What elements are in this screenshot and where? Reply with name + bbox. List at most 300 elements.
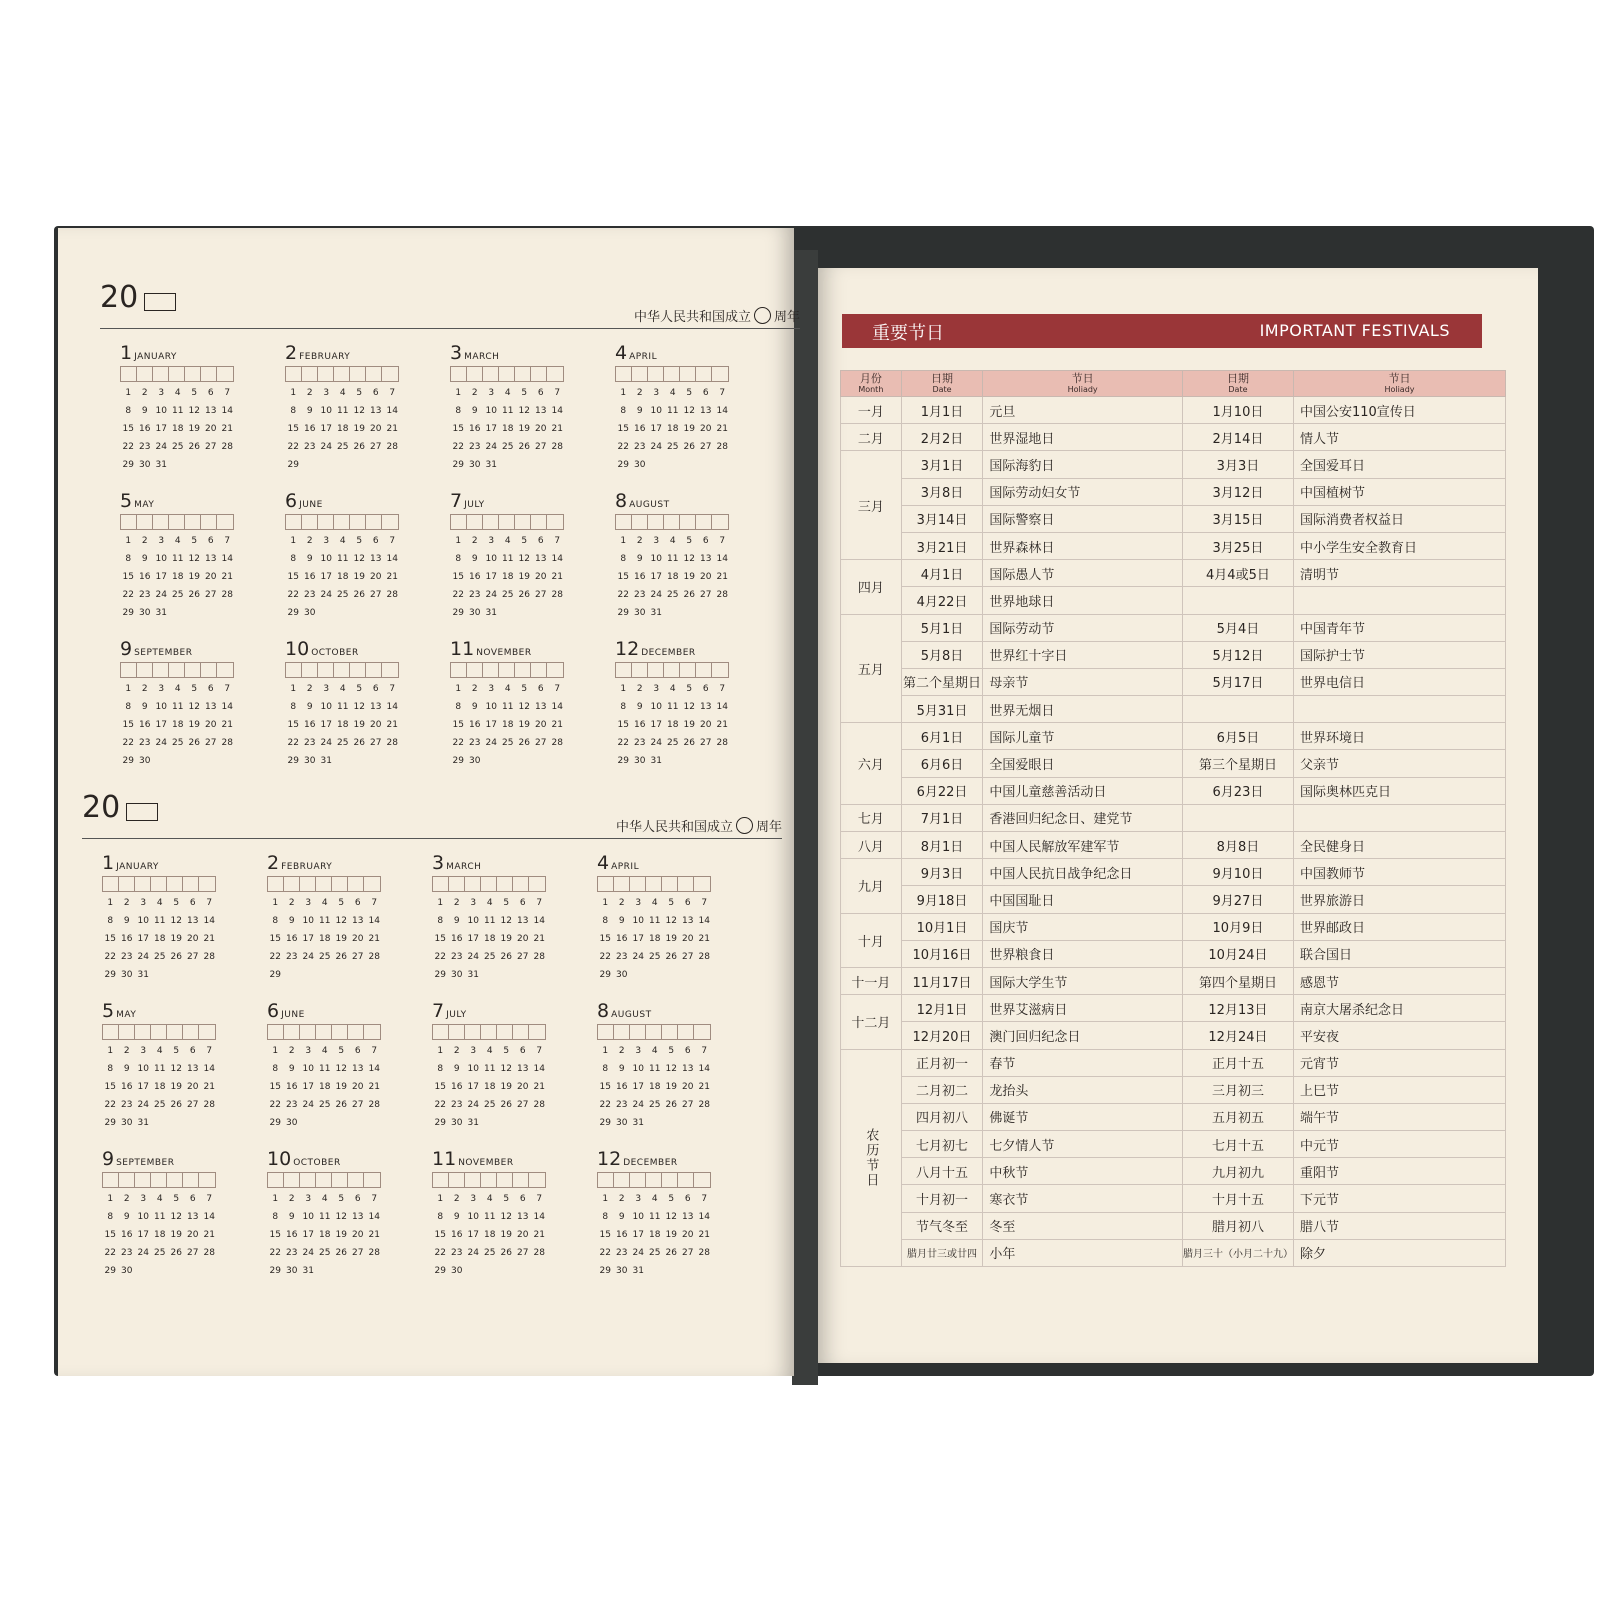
festival-row bbox=[841, 777, 1506, 804]
day-number: 1 bbox=[620, 684, 627, 694]
day-number: 14 bbox=[368, 1064, 380, 1074]
day-number: 22 bbox=[617, 738, 629, 748]
day-number: 12 bbox=[500, 1212, 512, 1222]
date-cell: 九月初九 bbox=[1182, 1158, 1293, 1185]
day-number: 15 bbox=[269, 1082, 281, 1092]
day-number: 11 bbox=[502, 702, 514, 712]
day-number: 28 bbox=[716, 442, 728, 452]
day-number: 18 bbox=[172, 424, 184, 434]
day-number: 1 bbox=[107, 1194, 114, 1204]
day-number: 19 bbox=[500, 1230, 512, 1240]
day-number: 29 bbox=[269, 1266, 281, 1276]
day-number: 25 bbox=[172, 442, 184, 452]
day-number: 6 bbox=[537, 684, 544, 694]
day-number: 24 bbox=[467, 1248, 479, 1258]
day-number: 5 bbox=[686, 388, 693, 398]
day-number: 31 bbox=[650, 608, 662, 618]
day-number: 28 bbox=[386, 590, 398, 600]
day-number: 21 bbox=[203, 1082, 215, 1092]
day-number: 8 bbox=[272, 1064, 279, 1074]
day-number: 2 bbox=[453, 1194, 460, 1204]
holiday-cell: 父亲节 bbox=[1293, 750, 1505, 777]
month-number: 9 bbox=[120, 638, 133, 660]
day-number: 8 bbox=[455, 702, 462, 712]
day-number: 21 bbox=[368, 1230, 380, 1240]
day-number: 7 bbox=[536, 1194, 543, 1204]
date-cell: 第二个星期日 bbox=[901, 668, 983, 695]
day-number: 27 bbox=[700, 590, 712, 600]
day-number: 17 bbox=[137, 934, 149, 944]
header-holiday: 节日 Holiady bbox=[983, 371, 1183, 397]
day-number: 18 bbox=[319, 1082, 331, 1092]
day-number: 22 bbox=[434, 952, 446, 962]
day-number: 11 bbox=[337, 554, 349, 564]
day-number: 30 bbox=[286, 1266, 298, 1276]
day-number: 22 bbox=[287, 590, 299, 600]
day-number: 1 bbox=[290, 536, 297, 546]
day-number: 20 bbox=[205, 572, 217, 582]
day-number: 2 bbox=[453, 898, 460, 908]
day-number: 18 bbox=[649, 1230, 661, 1240]
day-number: 11 bbox=[337, 702, 349, 712]
day-number: 24 bbox=[155, 442, 167, 452]
festivals-table bbox=[840, 370, 1506, 1267]
day-number: 6 bbox=[519, 898, 526, 908]
month-days bbox=[285, 684, 450, 774]
day-number: 20 bbox=[187, 1082, 199, 1092]
day-number: 5 bbox=[521, 684, 528, 694]
month-name: JANUARY bbox=[116, 862, 159, 872]
month-number: 8 bbox=[597, 1000, 610, 1022]
day-number: 14 bbox=[533, 1064, 545, 1074]
day-number: 9 bbox=[306, 554, 313, 564]
day-number: 19 bbox=[683, 572, 695, 582]
day-number: 29 bbox=[269, 970, 281, 980]
day-number: 29 bbox=[269, 1118, 281, 1128]
day-number: 16 bbox=[286, 1082, 298, 1092]
day-number: 14 bbox=[386, 554, 398, 564]
month-days bbox=[432, 1046, 597, 1136]
day-number: 21 bbox=[368, 934, 380, 944]
day-number: 21 bbox=[698, 934, 710, 944]
day-number: 5 bbox=[338, 1046, 345, 1056]
day-number: 27 bbox=[700, 442, 712, 452]
day-number: 22 bbox=[269, 1248, 281, 1258]
day-number: 13 bbox=[517, 1212, 529, 1222]
festival-row bbox=[841, 478, 1506, 505]
day-number: 27 bbox=[187, 952, 199, 962]
month-calendar bbox=[120, 342, 285, 490]
day-number: 22 bbox=[269, 1100, 281, 1110]
holiday-cell: 全国爱眼日 bbox=[983, 750, 1183, 777]
day-number: 24 bbox=[137, 1100, 149, 1110]
day-number: 29 bbox=[287, 608, 299, 618]
day-number: 20 bbox=[700, 572, 712, 582]
day-number: 25 bbox=[484, 1248, 496, 1258]
day-number: 15 bbox=[434, 934, 446, 944]
day-number: 10 bbox=[302, 1064, 314, 1074]
day-number: 7 bbox=[719, 388, 726, 398]
day-number: 26 bbox=[188, 738, 200, 748]
day-number: 10 bbox=[320, 554, 332, 564]
day-number: 2 bbox=[306, 684, 313, 694]
day-number: 3 bbox=[323, 536, 330, 546]
month-calendar bbox=[267, 852, 432, 1000]
day-number: 18 bbox=[319, 934, 331, 944]
date-cell: 6月6日 bbox=[901, 750, 983, 777]
day-number: 26 bbox=[335, 1100, 347, 1110]
day-number: 24 bbox=[137, 952, 149, 962]
day-number: 26 bbox=[665, 1100, 677, 1110]
day-number: 22 bbox=[287, 738, 299, 748]
day-number: 22 bbox=[452, 590, 464, 600]
festival-row bbox=[841, 560, 1506, 587]
day-number: 22 bbox=[122, 590, 134, 600]
day-number: 22 bbox=[617, 442, 629, 452]
day-number: 30 bbox=[139, 608, 151, 618]
day-number: 13 bbox=[205, 702, 217, 712]
day-number: 9 bbox=[471, 554, 478, 564]
date-cell: 三月初三 bbox=[1182, 1076, 1293, 1103]
day-number: 21 bbox=[386, 424, 398, 434]
day-number: 18 bbox=[319, 1230, 331, 1240]
day-number: 22 bbox=[287, 442, 299, 452]
month-number: 4 bbox=[615, 342, 628, 364]
day-number: 4 bbox=[156, 1194, 163, 1204]
month-days bbox=[120, 388, 285, 478]
day-number: 24 bbox=[320, 590, 332, 600]
weekday-blank-boxes bbox=[615, 514, 729, 530]
day-number: 22 bbox=[434, 1100, 446, 1110]
year-calendar-block bbox=[82, 790, 782, 1276]
day-number: 31 bbox=[485, 608, 497, 618]
day-number: 3 bbox=[158, 684, 165, 694]
weekday-blank-boxes bbox=[120, 366, 234, 382]
header-date: 日期 Date bbox=[901, 371, 983, 397]
month-number: 11 bbox=[432, 1148, 457, 1170]
day-number: 19 bbox=[683, 424, 695, 434]
day-number: 9 bbox=[141, 702, 148, 712]
day-number: 28 bbox=[551, 738, 563, 748]
month-number: 11 bbox=[450, 638, 475, 660]
holiday-cell: 元宵节 bbox=[1293, 1049, 1505, 1076]
day-number: 11 bbox=[319, 916, 331, 926]
date-cell bbox=[1182, 696, 1293, 723]
day-number: 24 bbox=[650, 442, 662, 452]
day-number: 25 bbox=[667, 590, 679, 600]
day-number: 31 bbox=[155, 608, 167, 618]
day-number: 6 bbox=[537, 388, 544, 398]
day-number: 2 bbox=[288, 1046, 295, 1056]
festivals-table-body bbox=[841, 397, 1506, 1267]
day-number: 10 bbox=[632, 1064, 644, 1074]
month-days bbox=[267, 898, 432, 988]
day-number: 21 bbox=[716, 720, 728, 730]
festival-row bbox=[841, 451, 1506, 478]
day-number: 20 bbox=[535, 572, 547, 582]
weekday-blank-boxes bbox=[450, 366, 564, 382]
day-number: 21 bbox=[698, 1230, 710, 1240]
month-days bbox=[102, 1194, 267, 1284]
month-header bbox=[267, 1000, 432, 1022]
day-number: 4 bbox=[174, 388, 181, 398]
weekday-blank-boxes bbox=[102, 876, 216, 892]
month-cell: 三月 bbox=[841, 451, 902, 560]
festival-row bbox=[841, 1103, 1506, 1130]
holiday-cell: 联合国日 bbox=[1293, 940, 1505, 967]
date-cell: 12月24日 bbox=[1182, 1022, 1293, 1049]
holiday-cell: 国际大学生节 bbox=[983, 967, 1183, 994]
day-number: 4 bbox=[504, 536, 511, 546]
day-number: 23 bbox=[139, 590, 151, 600]
weekday-blank-boxes bbox=[450, 514, 564, 530]
day-number: 1 bbox=[455, 388, 462, 398]
day-number: 30 bbox=[139, 460, 151, 470]
day-number: 14 bbox=[203, 1064, 215, 1074]
month-header bbox=[267, 852, 432, 874]
day-number: 5 bbox=[356, 388, 363, 398]
day-number: 22 bbox=[104, 1100, 116, 1110]
day-number: 17 bbox=[302, 1230, 314, 1240]
month-name: SEPTEMBER bbox=[134, 648, 193, 658]
day-number: 4 bbox=[651, 1194, 658, 1204]
month-header bbox=[102, 1000, 267, 1022]
date-cell: 3月8日 bbox=[901, 478, 983, 505]
day-number: 7 bbox=[536, 1046, 543, 1056]
day-number: 24 bbox=[650, 738, 662, 748]
day-number: 26 bbox=[665, 1248, 677, 1258]
holiday-cell: 腊八节 bbox=[1293, 1212, 1505, 1239]
festival-row bbox=[841, 1076, 1506, 1103]
day-number: 1 bbox=[107, 1046, 114, 1056]
day-number: 9 bbox=[636, 702, 643, 712]
day-number: 23 bbox=[304, 590, 316, 600]
month-number: 1 bbox=[102, 852, 115, 874]
day-number: 23 bbox=[139, 442, 151, 452]
day-number: 8 bbox=[125, 406, 132, 416]
month-days bbox=[102, 898, 267, 988]
day-number: 8 bbox=[272, 1212, 279, 1222]
holiday-cell: 世界环境日 bbox=[1293, 723, 1505, 750]
day-number: 21 bbox=[551, 720, 563, 730]
day-number: 10 bbox=[155, 406, 167, 416]
day-number: 19 bbox=[500, 934, 512, 944]
day-number: 5 bbox=[356, 684, 363, 694]
holiday-cell: 世界无烟日 bbox=[983, 696, 1183, 723]
day-number: 14 bbox=[221, 406, 233, 416]
date-cell: 3月21日 bbox=[901, 532, 983, 559]
day-number: 26 bbox=[335, 1248, 347, 1258]
holiday-cell: 世界艾滋病日 bbox=[983, 995, 1183, 1022]
day-number: 3 bbox=[653, 684, 660, 694]
day-number: 14 bbox=[368, 916, 380, 926]
weekday-blank-boxes bbox=[120, 514, 234, 530]
month-days bbox=[267, 1194, 432, 1284]
day-number: 2 bbox=[123, 1194, 130, 1204]
day-number: 14 bbox=[203, 1212, 215, 1222]
weekday-blank-boxes bbox=[285, 662, 399, 678]
day-number: 13 bbox=[352, 1064, 364, 1074]
month-calendar bbox=[450, 490, 615, 638]
day-number: 2 bbox=[288, 1194, 295, 1204]
day-number: 26 bbox=[518, 442, 530, 452]
day-number: 28 bbox=[221, 738, 233, 748]
month-name: MARCH bbox=[464, 352, 500, 362]
day-number: 22 bbox=[617, 590, 629, 600]
month-header bbox=[120, 638, 285, 660]
day-number: 11 bbox=[172, 702, 184, 712]
day-number: 25 bbox=[337, 590, 349, 600]
month-days bbox=[450, 684, 615, 774]
day-number: 28 bbox=[533, 1248, 545, 1258]
day-number: 24 bbox=[320, 738, 332, 748]
day-number: 24 bbox=[485, 738, 497, 748]
day-number: 27 bbox=[535, 442, 547, 452]
day-number: 24 bbox=[650, 590, 662, 600]
year-prefix: 20 bbox=[100, 280, 139, 315]
date-cell: 9月18日 bbox=[901, 886, 983, 913]
day-number: 15 bbox=[122, 572, 134, 582]
banner-title-en: IMPORTANT FESTIVALS bbox=[1259, 321, 1450, 340]
day-number: 15 bbox=[269, 1230, 281, 1240]
day-number: 13 bbox=[352, 916, 364, 926]
day-number: 4 bbox=[339, 536, 346, 546]
weekday-blank-boxes bbox=[432, 1172, 546, 1188]
day-number: 16 bbox=[451, 1082, 463, 1092]
day-number: 28 bbox=[698, 1248, 710, 1258]
month-header bbox=[267, 1148, 432, 1170]
month-name: JANUARY bbox=[134, 352, 177, 362]
day-number: 25 bbox=[502, 590, 514, 600]
holiday-cell: 世界湿地日 bbox=[983, 424, 1183, 451]
day-number: 15 bbox=[104, 1082, 116, 1092]
day-number: 19 bbox=[683, 720, 695, 730]
day-number: 8 bbox=[437, 1064, 444, 1074]
day-number: 12 bbox=[353, 406, 365, 416]
day-number: 16 bbox=[616, 934, 628, 944]
day-number: 8 bbox=[620, 554, 627, 564]
year-header bbox=[100, 280, 800, 329]
day-number: 29 bbox=[452, 608, 464, 618]
day-number: 13 bbox=[517, 1064, 529, 1074]
day-number: 21 bbox=[221, 572, 233, 582]
day-number: 4 bbox=[669, 536, 676, 546]
day-number: 22 bbox=[452, 442, 464, 452]
day-number: 18 bbox=[154, 1082, 166, 1092]
day-number: 11 bbox=[154, 1064, 166, 1074]
holiday-cell: 春节 bbox=[983, 1049, 1183, 1076]
holiday-cell: 南京大屠杀纪念日 bbox=[1293, 995, 1505, 1022]
day-number: 10 bbox=[485, 554, 497, 564]
day-number: 5 bbox=[356, 536, 363, 546]
month-number: 6 bbox=[285, 490, 298, 512]
holiday-cell: 中国国耻日 bbox=[983, 886, 1183, 913]
holiday-cell: 国际警察日 bbox=[983, 505, 1183, 532]
day-number: 18 bbox=[667, 572, 679, 582]
month-number: 6 bbox=[267, 1000, 280, 1022]
day-number: 4 bbox=[651, 1046, 658, 1056]
month-calendar bbox=[615, 638, 780, 786]
day-number: 31 bbox=[467, 1118, 479, 1128]
day-number: 21 bbox=[368, 1082, 380, 1092]
day-number: 12 bbox=[188, 554, 200, 564]
day-number: 19 bbox=[518, 424, 530, 434]
month-name: FEBRUARY bbox=[299, 352, 351, 362]
day-number: 19 bbox=[188, 572, 200, 582]
month-days bbox=[597, 898, 762, 988]
month-number: 5 bbox=[102, 1000, 115, 1022]
weekday-blank-boxes bbox=[285, 514, 399, 530]
day-number: 14 bbox=[533, 1212, 545, 1222]
day-number: 5 bbox=[338, 1194, 345, 1204]
day-number: 2 bbox=[306, 388, 313, 398]
day-number: 20 bbox=[517, 934, 529, 944]
day-number: 9 bbox=[288, 1212, 295, 1222]
day-number: 16 bbox=[304, 720, 316, 730]
day-number: 11 bbox=[649, 1064, 661, 1074]
day-number: 15 bbox=[122, 720, 134, 730]
weekday-blank-boxes bbox=[615, 366, 729, 382]
day-number: 23 bbox=[616, 1248, 628, 1258]
day-number: 2 bbox=[471, 536, 478, 546]
festivals-table-header bbox=[841, 371, 1506, 397]
day-number: 29 bbox=[599, 1118, 611, 1128]
day-number: 9 bbox=[123, 916, 130, 926]
day-number: 31 bbox=[137, 970, 149, 980]
day-number: 26 bbox=[335, 952, 347, 962]
day-number: 27 bbox=[535, 590, 547, 600]
day-number: 16 bbox=[304, 424, 316, 434]
day-number: 6 bbox=[372, 388, 379, 398]
day-number: 18 bbox=[154, 934, 166, 944]
day-number: 19 bbox=[170, 934, 182, 944]
festival-row bbox=[841, 886, 1506, 913]
day-number: 8 bbox=[107, 916, 114, 926]
day-number: 8 bbox=[107, 1212, 114, 1222]
day-number: 5 bbox=[503, 1194, 510, 1204]
day-number: 27 bbox=[187, 1248, 199, 1258]
day-number: 31 bbox=[467, 970, 479, 980]
festival-row bbox=[841, 1212, 1506, 1239]
date-cell: 正月初一 bbox=[901, 1049, 983, 1076]
holiday-cell: 中国植树节 bbox=[1293, 478, 1505, 505]
month-number: 3 bbox=[432, 852, 445, 874]
day-number: 17 bbox=[320, 720, 332, 730]
day-number: 10 bbox=[320, 406, 332, 416]
day-number: 5 bbox=[173, 898, 180, 908]
day-number: 22 bbox=[269, 952, 281, 962]
day-number: 8 bbox=[455, 406, 462, 416]
date-cell: 四月初八 bbox=[901, 1103, 983, 1130]
date-cell: 5月8日 bbox=[901, 641, 983, 668]
day-number: 20 bbox=[700, 424, 712, 434]
day-number: 30 bbox=[469, 608, 481, 618]
day-number: 16 bbox=[121, 1082, 133, 1092]
holiday-cell: 中国人民抗日战争纪念日 bbox=[983, 859, 1183, 886]
day-number: 5 bbox=[686, 536, 693, 546]
day-number: 21 bbox=[716, 424, 728, 434]
month-header bbox=[597, 852, 762, 874]
festival-row bbox=[841, 804, 1506, 831]
day-number: 15 bbox=[599, 1082, 611, 1092]
day-number: 17 bbox=[632, 1082, 644, 1092]
day-number: 21 bbox=[386, 720, 398, 730]
holiday-cell: 国际愚人节 bbox=[983, 560, 1183, 587]
holiday-cell: 中秋节 bbox=[983, 1158, 1183, 1185]
month-header bbox=[120, 342, 285, 364]
day-number: 29 bbox=[287, 460, 299, 470]
day-number: 7 bbox=[554, 536, 561, 546]
